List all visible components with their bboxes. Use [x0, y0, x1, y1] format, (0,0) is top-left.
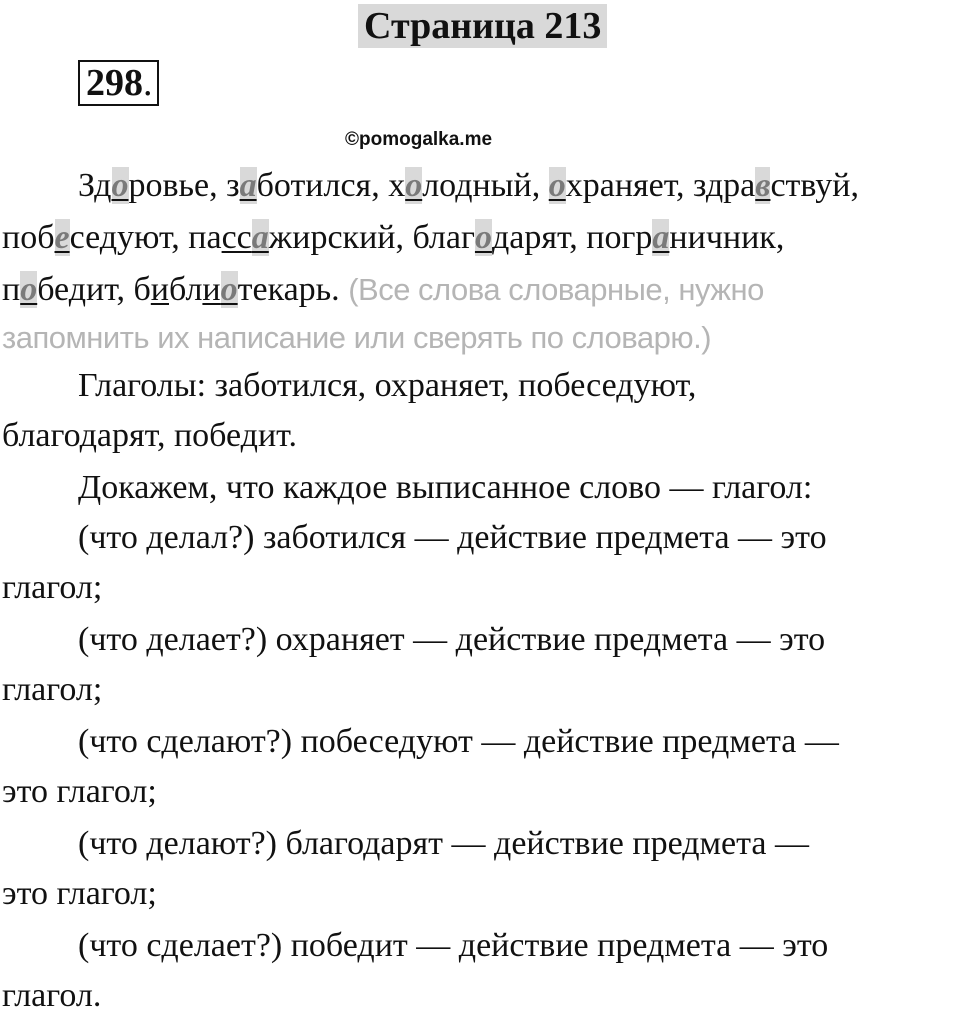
word-text: бедит, б	[37, 271, 151, 308]
verbs-list-line-2: благодарят, победит.	[2, 417, 297, 454]
dictionary-note: запомнить их написание или сверять по словарю.)	[2, 320, 712, 355]
underlined-letter: сс	[221, 219, 252, 256]
highlighted-letter: а	[239, 167, 257, 204]
highlighted-letter: о	[111, 167, 129, 204]
word-text: храняет, здра	[565, 167, 756, 204]
word-text: ровье, з	[128, 167, 240, 204]
task-number-value: 298	[86, 62, 143, 104]
word-text: Зд	[78, 167, 112, 204]
word-text: ботился, х	[256, 167, 406, 204]
highlighted-letter: о	[220, 271, 238, 308]
word-text: текарь.	[237, 271, 349, 308]
task-number	[78, 60, 159, 106]
underlined-letter: и	[150, 271, 169, 308]
proof-line-3-end: это глагол;	[2, 773, 157, 810]
highlighted-letter: о	[20, 271, 38, 308]
proof-line-4: (что делают?) благодарят — действие предмета —	[78, 825, 809, 862]
highlighted-letter: в	[755, 167, 771, 204]
proof-line-2: (что делает?) охраняет — действие предмета — это	[78, 621, 826, 658]
highlighted-letter: а	[652, 219, 670, 256]
word-text: ничник,	[669, 219, 785, 256]
verbs-list-line-1: Глаголы: заботился, охраняет, побеседуют,	[78, 367, 697, 404]
proof-line-3: (что сделают?) побеседуют — действие предмета —	[78, 723, 839, 760]
page-title: Страница 213	[358, 4, 607, 48]
proof-line-2-end: глагол;	[2, 671, 103, 708]
word-text: дарят, погр	[491, 219, 653, 256]
word-text: седуют, па	[69, 219, 222, 256]
proof-line-1: (что делал?) заботился — действие предмета — это	[78, 519, 827, 556]
words-line-2	[2, 218, 784, 258]
word-text: п	[2, 271, 21, 308]
word-text: лодный,	[422, 167, 549, 204]
task-number-dot: .	[143, 62, 153, 104]
watermark: ©pomogalka.me	[345, 129, 493, 150]
word-text: ствуй,	[770, 167, 860, 204]
proof-line-5: (что сделает?) победит — действие предмета — это	[78, 927, 829, 964]
highlighted-letter: о	[405, 167, 423, 204]
proof-intro: Докажем, что каждое выписанное слово — глагол:	[78, 469, 813, 506]
words-line-4	[2, 318, 711, 358]
word-text: поб	[2, 219, 55, 256]
highlighted-letter: о	[548, 167, 566, 204]
proof-line-4-end: это глагол;	[2, 875, 157, 912]
word-text: бл	[169, 271, 203, 308]
dictionary-note: (Все слова словарные, нужно	[348, 272, 764, 307]
highlighted-letter: е	[54, 219, 70, 256]
proof-line-1-end: глагол;	[2, 569, 103, 606]
proof-line-5-end: глагол.	[2, 977, 102, 1014]
underlined-letter: и	[202, 271, 221, 308]
word-text: жирский, благ	[268, 219, 475, 256]
highlighted-letter: а	[251, 219, 269, 256]
words-line-1	[78, 166, 859, 206]
words-line-3	[2, 270, 764, 310]
highlighted-letter: о	[474, 219, 492, 256]
